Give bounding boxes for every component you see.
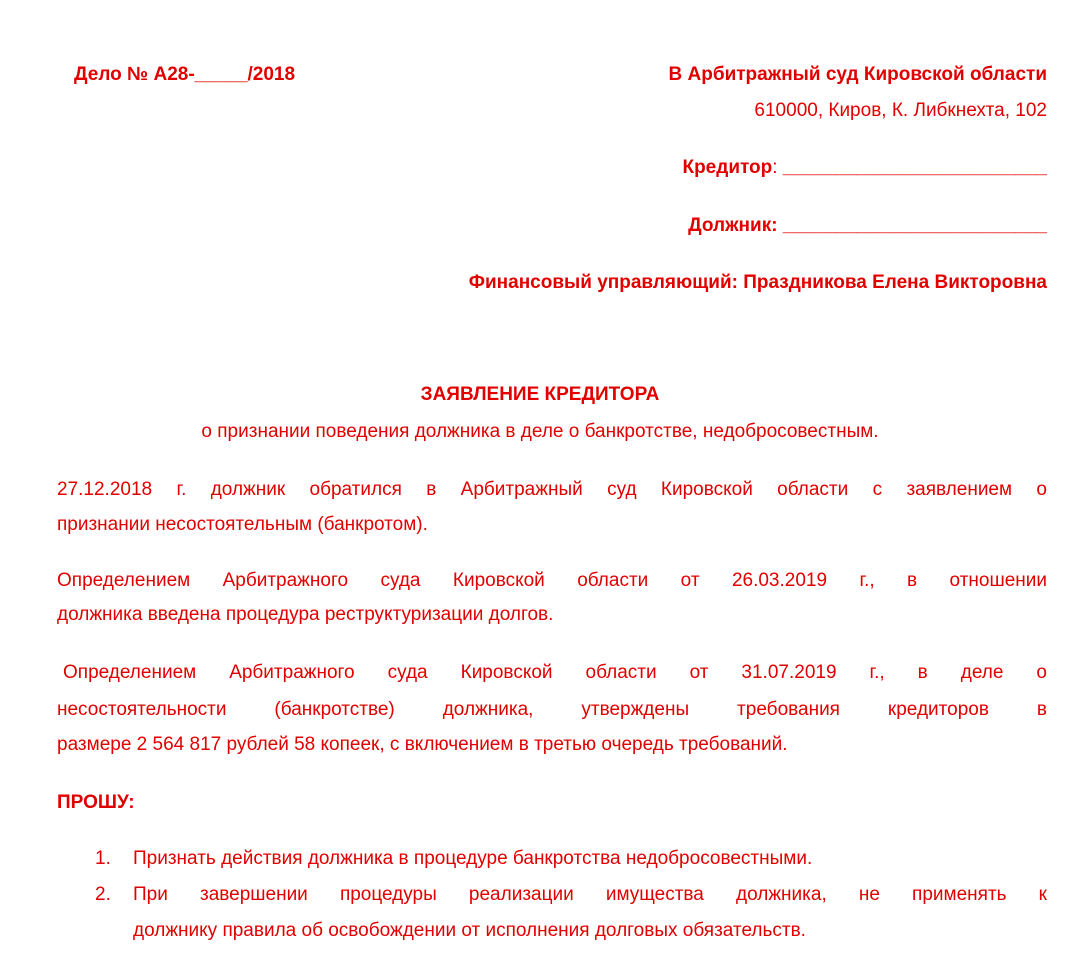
list-number: 1. xyxy=(95,848,111,869)
paragraph-line: Определением Арбитражного суда Кировской области от 31.07.2019 г., в деле о xyxy=(63,662,1047,683)
creditor-label: Кредитор xyxy=(682,157,773,178)
list-number: 2. xyxy=(95,884,111,905)
document-title: ЗАЯВЛЕНИЕ КРЕДИТОРА xyxy=(420,384,660,405)
debtor-label: Должник: xyxy=(688,215,778,236)
debtor-blank: _________________________ xyxy=(777,215,1047,236)
paragraph-line: размере 2 564 817 рублей 58 копеек, с включением в третью очередь требований. xyxy=(57,734,788,755)
case-number: Дело № А28-_____/2018 xyxy=(74,64,296,85)
court-name: В Арбитражный суд Кировской области xyxy=(668,64,1047,85)
paragraph-line: несостоятельности (банкротстве) должника, утверждены требования кредиторов в xyxy=(57,699,1047,720)
document-subtitle: о признании поведения должника в деле о банкротстве, недобросовестным. xyxy=(201,421,879,442)
paragraph-line: должника введена процедура реструктуризации долгов. xyxy=(57,604,554,625)
list-item-line: Признать действия должника в процедуре банкротства недобросовестными. xyxy=(133,848,813,869)
list-item-line: При завершении процедуры реализации имущества должника, не применять к xyxy=(133,884,1047,905)
list-item-line: должнику правила об освобождении от исполнения долговых обязательств. xyxy=(133,920,806,941)
debtor-line xyxy=(688,214,1047,238)
financial-manager: Финансовый управляющий: Праздникова Елена Викторовна xyxy=(468,272,1047,293)
creditor-blank: _________________________ xyxy=(777,157,1047,178)
court-address: 610000, Киров, К. Либкнехта, 102 xyxy=(754,100,1047,121)
paragraph-line: признании несостоятельным (банкротом). xyxy=(57,514,428,535)
request-heading: ПРОШУ: xyxy=(57,792,135,813)
paragraph-line: Определением Арбитражного суда Кировской области от 26.03.2019 г., в отношении xyxy=(57,570,1047,591)
creditor-colon: : xyxy=(772,157,778,178)
paragraph-line: 27.12.2018 г. должник обратился в Арбитражный суд Кировской области с заявлением о xyxy=(57,479,1047,500)
creditor-line xyxy=(682,156,1047,180)
